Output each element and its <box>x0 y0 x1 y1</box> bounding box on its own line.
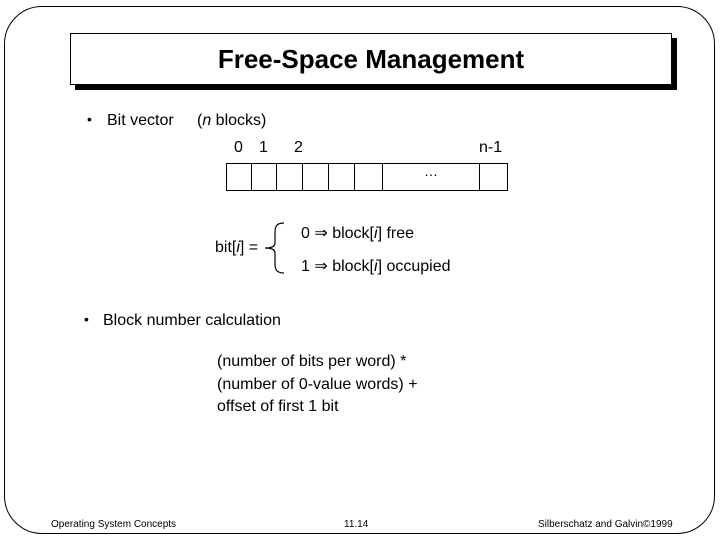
index-0: 0 <box>234 139 243 156</box>
slide-title <box>70 33 672 85</box>
case-zero-free: 0 ⇒ block[i] free <box>301 225 415 242</box>
bit-cell <box>303 164 329 190</box>
index-2: 2 <box>294 139 303 156</box>
bit-vector-diagram <box>226 163 508 191</box>
bit-vector-label: Bit vector <box>107 112 174 129</box>
bit-cell-ellipsis: … <box>383 164 480 190</box>
footer-page-number: 11.14 <box>344 519 369 530</box>
footer-authors: Silberschatz and Galvin©1999 <box>538 519 673 530</box>
bit-definition-label: bit[i] = <box>215 239 259 256</box>
left-brace-icon <box>262 221 288 275</box>
footer-book-title: Operating System Concepts <box>51 519 177 530</box>
index-n-minus-1: n-1 <box>479 139 503 156</box>
slide-title-text: Free-Space Management <box>217 43 525 74</box>
case-one-occupied: 1 ⇒ block[i] occupied <box>301 258 451 275</box>
bit-vector-note: (n blocks) <box>197 112 267 129</box>
bullet-dot-2: • <box>84 311 89 327</box>
formula-line-3: offset of first 1 bit <box>217 398 339 415</box>
formula-line-1: (number of bits per word) * <box>217 353 407 370</box>
formula-line-2: (number of 0-value words) + <box>217 376 418 393</box>
bit-cell <box>355 164 383 190</box>
bit-cell <box>329 164 355 190</box>
index-1: 1 <box>259 139 268 156</box>
bit-cell <box>252 164 277 190</box>
bullet-dot-1: • <box>87 111 92 127</box>
bit-cell <box>277 164 303 190</box>
bit-cell <box>480 164 507 190</box>
bit-cell <box>227 164 252 190</box>
block-number-label: Block number calculation <box>103 312 281 329</box>
